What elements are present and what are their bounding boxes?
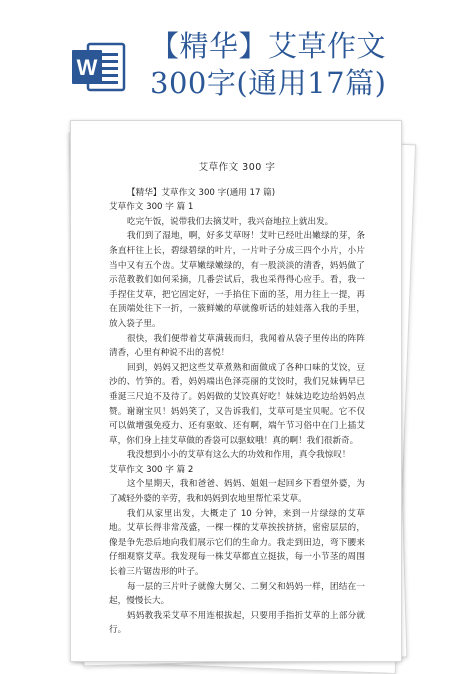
svg-text:W: W [76,55,98,80]
paragraph: 吃完午饭，说带我们去摘艾叶，我兴奋地拉上就出发。 [127,216,334,227]
document-page [70,120,402,662]
paragraph: 我们从家里出发，大概走了 10 分钟，来到一片绿绿的艾草地。艾草长得非常茂盛，一棵一棵的艾草挨挨挤挤，密密层层的，像是争先恐后地向我们展示它们的生命力。我走到田边，弯下腰来仔细观察艾草。我发现每一株艾草都直立挺拔，每一小节茎的周围长着三片锯齿形的叶子。 [109,508,365,578]
document-preview [70,120,408,668]
paragraph: 我们到了湿地，啊，好多艾草呀！艾叶已经吐出嫩绿的芽，条条直杆往上长，碧绿碧绿的叶片，一片叶子分成三四个小片，小片当中又有五个齿。艾草嫩绿嫩绿的，有一股淡淡的清香，妈妈做了示范教教们如何采摘，几番尝试后，我也采得得心应手。看，我一手捏住艾草，把它固定好，一手掐住下面的茎，用力往上一提，再在顶端处往下一折，一簇鲜嫩的草就像听话的娃娃落入我的手里，放入袋子里。 [109,231,365,329]
header [0,0,474,112]
paragraph: 妈妈教我采艾草不用连根拔起，只要用手指折艾草的上部分就行。 [109,610,365,636]
document-title: 艾草作文 300 字 [198,162,276,173]
paragraph: 很快，我们便带着艾草满载而归，我闻着从袋子里传出的阵阵清香，心里有种说不出的喜悦！ [109,333,365,359]
document-intro: 【精华】艾草作文 300 字(通用 17 篇) [127,187,276,198]
document-body [109,161,365,638]
paragraph: 这个星期天，我和爸爸、妈妈、姐姐一起回乡下看望外婆，为了减轻外婆的辛劳，我和妈妈到农地里帮忙采艾草。 [109,479,365,505]
paragraph: 回到，妈妈又把这些艾草煮熟和面做成了各种口味的艾饺，豆沙的、竹笋的。看，妈妈端出色泽亮丽的艾饺时，我们兄妹俩早已垂涎三尺迫不及待了。妈妈做的艾饺真好吃！妹妹边吃边给妈妈点赞。谢谢宝贝！妈妈笑了，又告诉我们，艾草可是宝贝呢。它不仅可以做增强免疫力、还有驱蚊、还有啊，端午节习俗中在门上插艾草，你们身上挂艾草做的香袋可以驱蚊哦！真的啊！我们很新奇。 [109,362,365,446]
title-line-2: 300字(通用17篇) [150,66,387,100]
paragraph: 每一层的三片叶子就像大舅父、二舅父和妈妈一样，团结在一起，慢慢长大。 [109,581,365,607]
section-heading: 艾草作文 300 字 篇 2 [109,464,194,475]
section-heading: 艾草作文 300 字 篇 1 [109,202,194,213]
paragraph: 我没想到小小的艾草有这么大的功效和作用，真令我惊叹！ [127,450,351,461]
page-title [150,28,470,102]
title-line-1: 【精华】艾草作文 [150,29,387,63]
word-document-icon [70,38,128,96]
